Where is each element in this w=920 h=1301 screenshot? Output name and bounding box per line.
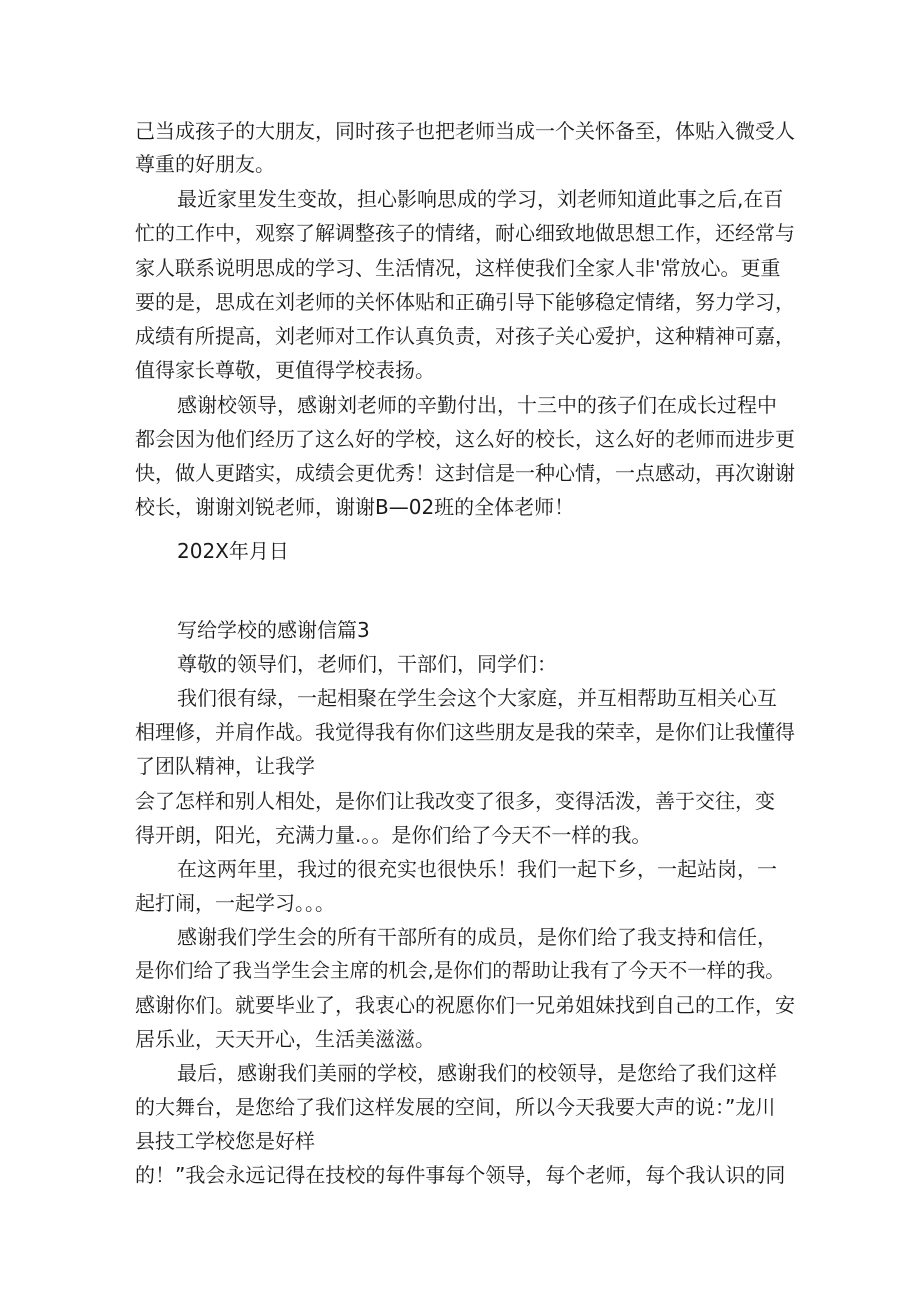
text-line: 县技工学校您是好样 bbox=[135, 1129, 315, 1153]
text-line: 我们很有绿，一起相聚在学生会这个大家庭，并互相帮助互相关心互 bbox=[177, 686, 777, 710]
salutation: 尊敬的领导们，老师们，干部们，同学们： bbox=[177, 652, 557, 676]
section-title: 写给学校的感谢信篇3 bbox=[177, 618, 370, 642]
text-line: 得开朗，阳光，充满力量.。。是你们给了今天不一样的我。 bbox=[135, 823, 652, 847]
text-line: 感谢你们。就要毕业了，我衷心的祝愿你们一兄弟姐妹找到自己的工作，安 bbox=[135, 993, 795, 1017]
text-line: 成绩有所提高，刘老师对工作认真负责，对孩子关心爱护，这种精神可嘉， bbox=[135, 324, 795, 348]
text-line: 都会因为他们经历了这么好的学校，这么好的校长，这么好的老师而进步更 bbox=[135, 427, 795, 451]
text-line: 在这两年里，我过的很充实也很快乐！我们一起下乡，一起站岗，一 bbox=[177, 857, 777, 881]
text-line: 的！”我会永远记得在技校的每件事每个领导，每个老师，每个我认识的同 bbox=[135, 1163, 786, 1187]
text-line: 居乐业，天天开心，生活美滋滋。 bbox=[135, 1027, 435, 1051]
text-line: 相理修，并肩作战。我觉得我有你们这些朋友是我的荣幸，是你们让我懂得 bbox=[135, 720, 795, 744]
text-line: 起打闹，一起学习。。。 bbox=[135, 891, 335, 915]
text-line: 最后，感谢我们美丽的学校，感谢我们的校领导，是您给了我们这样 bbox=[177, 1061, 777, 1085]
text-line: 校长，谢谢刘锐老师，谢谢B—02班的全体老师！ bbox=[135, 495, 575, 519]
text-line: 的大舞台，是您给了我们这样发展的空间，所以今天我要大声的说：”龙川 bbox=[135, 1095, 776, 1119]
text-line: 是你们给了我当学生会主席的机会,是你们的帮助让我有了今天不一样的我。 bbox=[135, 959, 785, 982]
text-line: 最近家里发生变故，担心影响思成的学习，刘老师知道此事之后,在百 bbox=[177, 187, 784, 211]
text-line: 己当成孩子的大朋友，同时孩子也把老师当成一个关怀备至，体贴入微受人 bbox=[135, 119, 795, 143]
text-line: 尊重的好朋友。 bbox=[135, 152, 275, 176]
text-line: 会了怎样和别人相处，是你们让我改变了很多，变得活泼，善于交往，变 bbox=[135, 789, 775, 813]
date-line: 202X年月日 bbox=[177, 539, 289, 563]
text-line: 感谢我们学生会的所有干部所有的成员，是你们给了我支持和信任， bbox=[177, 925, 777, 949]
text-line: 家人联系说明思成的学习、生活情况，这样使我们全家人非'常放心。更重 bbox=[135, 256, 781, 280]
text-line: 忙的工作中，观察了解调整孩子的情绪，耐心细致地做思想工作，还经常与 bbox=[135, 221, 795, 245]
text-line: 了团队精神，让我学 bbox=[135, 754, 315, 778]
text-line: 要的是，思成在刘老师的关怀体贴和正确引导下能够稳定情绪，努力学习， bbox=[135, 290, 795, 314]
text-line: 感谢校领导，感谢刘老师的辛勤付出，十三中的孩子们在成长过程中 bbox=[177, 393, 777, 417]
text-line: 值得家长尊敬，更值得学校表扬。 bbox=[135, 358, 435, 382]
text-line: 快，做人更踏实，成绩会更优秀！这封信是一种心情，一点感动，再次谢谢 bbox=[135, 461, 795, 485]
